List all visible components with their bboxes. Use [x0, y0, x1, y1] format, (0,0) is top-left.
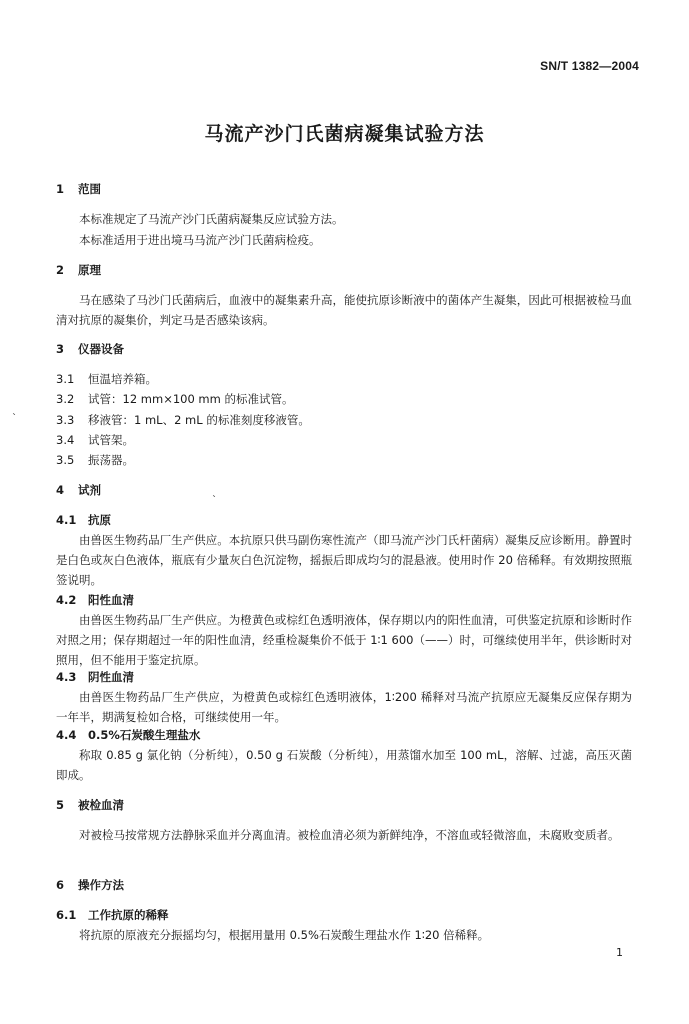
list-item: 3.4 试管架。 — [56, 433, 134, 447]
subsection-4-1-para: 由兽医生物药品厂生产供应。本抗原只供马副伤寒性流产（即马流产沙门氏杆菌病）凝集反应诊断用。静置时是白色或灰白色液体，瓶底有少量灰白色沉淀物，摇振后即成均匀的混悬液。使用时作 20 倍稀释。有效期按照瓶签说明。 — [56, 533, 632, 587]
section-1-heading: 1 范围 — [56, 182, 101, 196]
subsection-4-4-heading: 4.4 0.5%石炭酸生理盐水 — [56, 728, 201, 742]
section-4-heading: 4 试剂 — [56, 483, 101, 497]
document-title: 马流产沙门氏菌病凝集试验方法 — [204, 123, 485, 145]
scan-mark: ˋ — [12, 413, 17, 424]
section-2-para: 马在感染了马沙门氏菌病后，血液中的凝集素升高，能使抗原诊断液中的菌体产生凝集，因此可根据被检马血清对抗原的凝集价，判定马是否感染该病。 — [56, 293, 632, 327]
section-6-heading: 6 操作方法 — [56, 878, 124, 892]
section-1-para-1: 本标准规定了马流产沙门氏菌病凝集反应试验方法。 — [79, 212, 344, 226]
page-number: 1 — [616, 946, 623, 959]
scan-mark: ˋ — [212, 495, 217, 506]
section-1-para-2: 本标准适用于进出境马马流产沙门氏菌病检疫。 — [79, 233, 321, 247]
list-item: 3.3 移液管：1 mL、2 mL 的标准刻度移液管。 — [56, 413, 310, 427]
section-2-heading: 2 原理 — [56, 263, 101, 277]
subsection-6-1-para: 将抗原的原液充分振摇均匀，根据用量用 0.5%石炭酸生理盐水作 1∶20 倍稀释。 — [79, 928, 490, 942]
standard-code: SN/T 1382—2004 — [540, 59, 639, 73]
subsection-4-4-para: 称取 0.85 g 氯化钠（分析纯），0.50 g 石炭酸（分析纯），用蒸馏水加至 100 mL，溶解、过滤，高压灭菌即成。 — [56, 748, 632, 782]
section-3-heading: 3 仪器设备 — [56, 342, 124, 356]
subsection-4-3-para: 由兽医生物药品厂生产供应，为橙黄色或棕红色透明液体，1∶200 稀释对马流产抗原应无凝集反应保存期为一年半，期满复检如合格，可继续使用一年。 — [56, 690, 632, 724]
subsection-4-1-heading: 4.1 抗原 — [56, 513, 111, 527]
list-item: 3.5 振荡器。 — [56, 453, 134, 467]
subsection-4-2-heading: 4.2 阳性血清 — [56, 593, 134, 607]
section-5-para: 对被检马按常规方法静脉采血并分离血清。被检血清必须为新鲜纯净，不溶血或轻微溶血，未腐败变质者。 — [79, 828, 620, 842]
list-item: 3.2 试管：12 mm×100 mm 的标准试管。 — [56, 392, 294, 406]
list-item: 3.1 恒温培养箱。 — [56, 372, 157, 386]
section-5-heading: 5 被检血清 — [56, 798, 124, 812]
subsection-6-1-heading: 6.1 工作抗原的稀释 — [56, 908, 169, 922]
subsection-4-2-para: 由兽医生物药品厂生产供应。为橙黄色或棕红色透明液体，保存期以内的阳性血清，可供鉴定抗原和诊断时作对照之用；保存期超过一年的阳性血清，经重检凝集价不低于 1∶1 600（——）时，可继续使用半年，供诊断时对照用，但不能用于鉴定抗原。 — [56, 613, 632, 667]
subsection-4-3-heading: 4.3 阴性血清 — [56, 670, 134, 684]
